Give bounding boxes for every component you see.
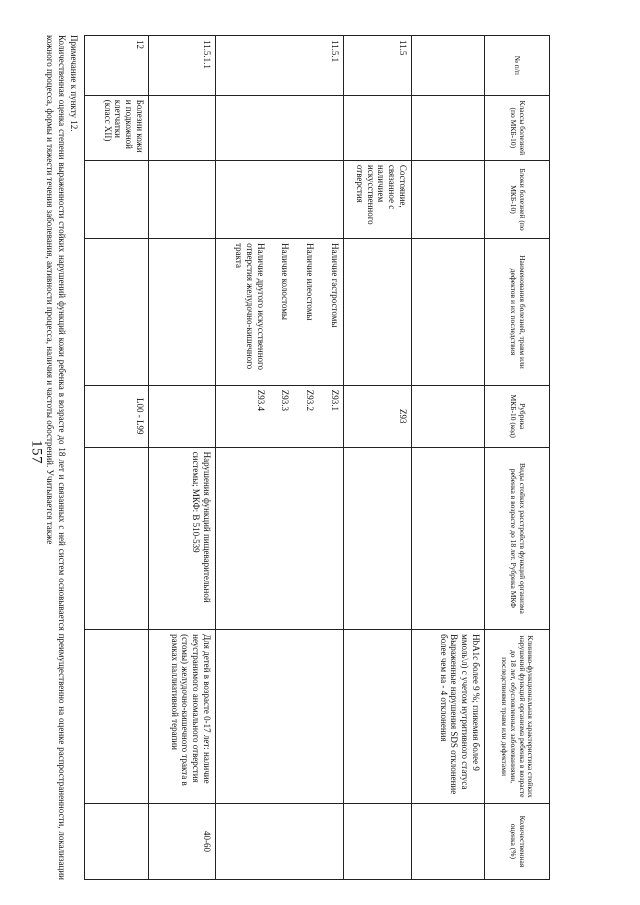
rotated-page-content <box>25 35 550 880</box>
row3-assessment: 40-60 <box>149 803 216 879</box>
icd-code: Z93.4 <box>255 389 266 411</box>
row4-num: 12 <box>85 36 149 96</box>
notes-title: Примечание к пункту 12. <box>69 35 79 132</box>
row2-diseases <box>216 239 344 386</box>
header-characteristic: Клинико-функциональная характеристика стойких нарушений функций организма ребенка в возрасте до 18 лет, обусловленных заболеваниями, последствиями травм или дефектами <box>485 630 550 804</box>
table-header-row <box>485 36 550 880</box>
page-number: 157 <box>28 440 45 464</box>
row1-icd: Z93 <box>344 385 412 447</box>
disease-item: Наличие другого искусственного отверстия желудочно-кишечного тракта <box>234 243 266 370</box>
row2-num: 11.5.1 <box>216 36 344 96</box>
row1-block: Состояние, связанное с наличием искусственного отверстия <box>344 160 412 238</box>
row3-num: 11.5.1.1 <box>149 36 216 96</box>
icd-code: Z93.3 <box>280 389 291 411</box>
header-icd: Рубрика МКБ-10 (код) <box>485 385 550 447</box>
table-notes <box>44 35 80 880</box>
row4-class: Болезни кожи и подкожной клетчатки (класс XII) <box>85 95 149 160</box>
row0-characteristic: HbA1c более 9 %; гликемия более 9 ммоль\л) с учетом нутритивного статуса Выраженные нарушения SDS отклонение более чем на - 4 отклонения <box>412 630 485 804</box>
table-row <box>216 36 344 880</box>
header-blocks: Блоки болезней (по МКБ-10) <box>485 160 550 238</box>
header-classes: Классы болезней (по МКБ-10) <box>485 95 550 160</box>
table-row <box>149 36 216 880</box>
icd-code: Z93.1 <box>330 389 340 411</box>
disease-item: Наличие илеостомы <box>305 243 316 321</box>
table-row <box>412 36 485 880</box>
row3-characteristic: Для детей в возрасте 0-17 лет: наличие неустранимого аномального отверстия (стомы) желудочно-кишечного тракта в рамках паллиативной терапии <box>149 630 216 804</box>
disease-item: Наличие колостомы <box>280 243 291 320</box>
header-functions: Виды стойких расстройств функций организма ребенка в возрасте до 18 лет. Рубрика МКФ <box>485 447 550 629</box>
row1-num: 11.5 <box>344 36 412 96</box>
row3-function: Нарушения функций пищеварительной системы; МКФ: В 510-539 <box>149 447 216 629</box>
header-num: № п/п <box>485 36 550 96</box>
header-diseases: Наименования болезней, травм или дефектов и их последствия <box>485 239 550 386</box>
disability-criteria-table <box>84 35 550 880</box>
row2-codes <box>216 385 344 447</box>
notes-text: Количественная оценка степени выраженности стойких нарушений функций кожи ребенка в возрасте до 18 лет и связанных с ней систем основывается преимущественно на оценке распространенности, локализации кожного процесса, формы и тяжести течения заболевания, активности процесса, наличия и частоты обострений. Учитывается также <box>44 35 67 880</box>
row4-icd: L00 - L99 <box>85 385 149 447</box>
table-row <box>344 36 412 880</box>
table-row <box>85 36 149 880</box>
icd-code: Z93.2 <box>305 389 316 411</box>
header-assessment: Количественная оценка (%) <box>485 803 550 879</box>
disease-item: Наличие гастростомы <box>330 243 340 328</box>
